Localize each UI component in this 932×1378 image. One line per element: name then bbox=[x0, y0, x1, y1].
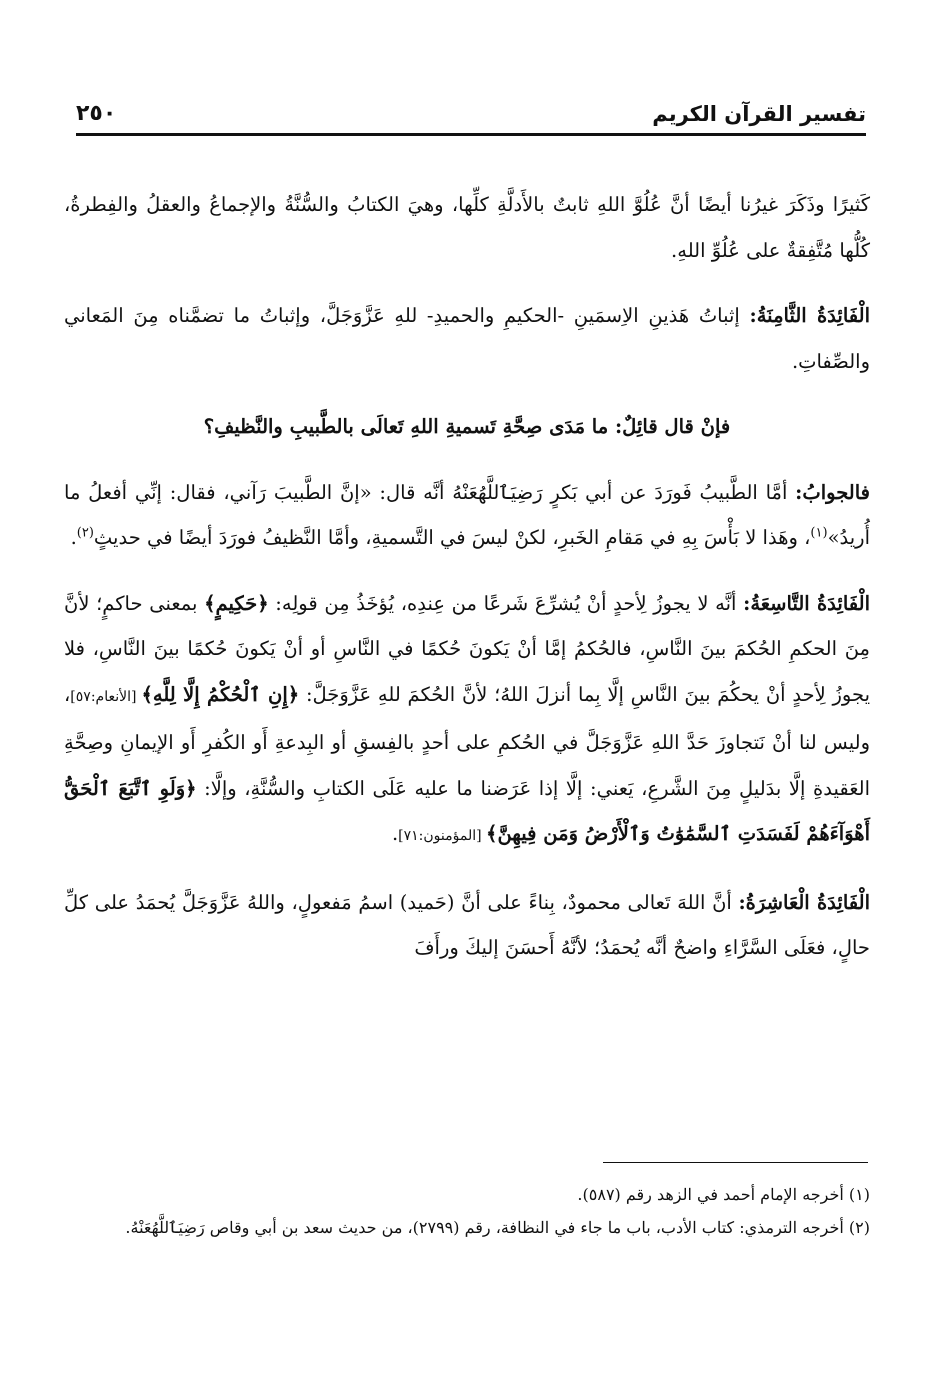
footnote-divider bbox=[603, 1162, 868, 1163]
paragraph-1 bbox=[64, 182, 870, 273]
header-rule bbox=[76, 133, 866, 136]
page-number: ٢٥٠ bbox=[76, 101, 117, 126]
paragraph-text: . bbox=[391, 822, 399, 845]
verse-reference: [الأنعام:٥٧] bbox=[70, 688, 142, 705]
page-header bbox=[76, 92, 866, 132]
paragraph-text: إثباتُ هَذينِ الاِسمَينِ -الحكيمِ والحميدِ- للهِ عَزَّوَجَلَّ، وإثباتُ ما تضمَّناه مِنَ المَعاني والصِّفاتِ. bbox=[64, 304, 870, 373]
paragraph-text: أمَّا الطَّبيبُ فَورَدَ عن أبي بَكرٍ رَضِيَٱللَّهُعَنْهُ أنَّه قال: «إنَّ الطَّبيبَ رَآني، فقال: إنِّي أفعلُ ما أُريدُ» bbox=[64, 480, 870, 549]
benefit-heading: الْفَائِدَةُ الْعَاشِرَةُ: bbox=[738, 890, 870, 914]
paragraph-benefit-9 bbox=[64, 581, 870, 860]
paragraph-benefit-10 bbox=[64, 880, 870, 971]
quran-verse: ﴿إِنِ ٱلْحُكْمُ إِلَّا لِلَّهِ﴾ bbox=[141, 682, 300, 706]
question-paragraph bbox=[64, 404, 870, 450]
footnote-1: (١) أخرجه الإمام أحمد في الزهد رقم (٥٨٧). bbox=[577, 1185, 870, 1204]
main-text bbox=[64, 182, 870, 991]
question-lead: فإنْ قال قائِلٌ: bbox=[614, 415, 731, 438]
paragraph-text: أنَّه لا يجوزُ لِأحدٍ أنْ يُشرِّعَ شَرعًا من عِندِه، يُؤخَذُ مِن قولِه: bbox=[268, 591, 744, 615]
quran-verse: ﴿حَكِيمٍ﴾ bbox=[204, 591, 269, 615]
paragraph-text: ما مَدَى صِحَّةِ تَسميةِ اللهِ تَعالَى بالطَّبيبِ والنَّظيفِ؟ bbox=[203, 415, 615, 438]
verse-reference: [المؤمنون:٧١] bbox=[398, 828, 487, 844]
quran-verse: ﴿وَلَوِ ٱتَّبَعَ ٱلْحَقُّ أَهْوَآءَهُمْ لَفَسَدَتِ ٱلسَّمَٰوَٰتُ وَٱلْأَرْضُ وَمَن فِيهِنَّ﴾ bbox=[64, 776, 870, 845]
footnote-2: (٢) أخرجه الترمذي: كتاب الأدب، باب ما جاء في النظافة، رقم (٢٧٩٩)، من حديث سعد بن أبي وقاص رَضِيَٱللَّهُعَنْهُ. bbox=[125, 1218, 870, 1237]
benefit-heading: الْفَائِدَةُ التَّاسِعَةُ: bbox=[743, 591, 870, 615]
footnote-marker[interactable]: (١) bbox=[810, 525, 828, 541]
answer-paragraph bbox=[64, 470, 870, 561]
answer-lead: فالجوابُ: bbox=[795, 480, 870, 504]
footnotes bbox=[64, 1180, 870, 1246]
paragraph-text: أنَّ اللهَ تَعالى محمودٌ، بِناءً على أنَّ (حَميد) اسمُ مَفعولٍ، واللهُ عَزَّوَجَلَّ يُحمَدُ على كلِّ حالٍ، فعَلَى السَّرَّاءِ واضحٌ أنَّه يُحمَدُ؛ لأنَّهُ أَحسَنَ إليكَ ورأَفَ bbox=[64, 890, 870, 959]
paragraph-text: . bbox=[70, 526, 77, 549]
footnote-marker[interactable]: (٢) bbox=[76, 525, 94, 541]
benefit-heading: الْفَائِدَةُ الثَّامِنَةُ: bbox=[749, 304, 871, 327]
paragraph-text: كَثيرًا وذَكَرَ غيرُنا أيضًا أنَّ عُلُوَّ اللهِ ثابتٌ بالأَدلَّةِ كلِّها، وهيَ الكتابُ والسُّنَّةُ والإجماعُ والعقلُ والفِطرةُ، كُلُّها مُتَّفِقةٌ على عُلُوِّ اللهِ. bbox=[64, 193, 870, 262]
paragraph-text: بمعنى حاكمٍ؛ لأنَّ مِنَ الحكمِ الحُكمَ بينَ النَّاسِ، فالحُكمُ إمَّا أنْ يَكونَ حُكمًا في النَّاسِ أو أنْ يَكونَ حُكمًا بينَ النَّاسِ، فلا يجوزُ لِأحدٍ أنْ يحكُمَ بينَ النَّاسِ إلَّا بِما أنزلَ اللهُ؛ لأنَّ الحُكمَ للهِ عَزَّوَجَلَّ: bbox=[64, 591, 870, 706]
paragraph-text: ، وهَذا لا بَأْسَ بِهِ في مَقامِ الخَبرِ، لكنْ ليسَ في التَّسميةِ، وأمَّا النَّظيفُ فورَدَ أيضًا في حديثٍ bbox=[93, 526, 811, 549]
running-title: تفسير القرآن الكريم bbox=[652, 102, 866, 126]
paragraph-text: ، وليس لنا أنْ نَتجاوزَ حَدَّ اللهِ عَزَّوَجَلَّ في الحُكمِ على أحدٍ بالفِسقِ أو البِدعةِ أَو الكُفرِ أَو الإيمانِ وصِحَّةِ العَقيدةِ إلَّا بدَليلٍ مِنَ الشَّرعِ، يَعني: إلَّا إذا عَرَضنا ما عليه عَلَى الكتابِ والسُّنَّةِ، وإلَّا: bbox=[64, 682, 870, 800]
paragraph-benefit-8 bbox=[64, 293, 870, 384]
